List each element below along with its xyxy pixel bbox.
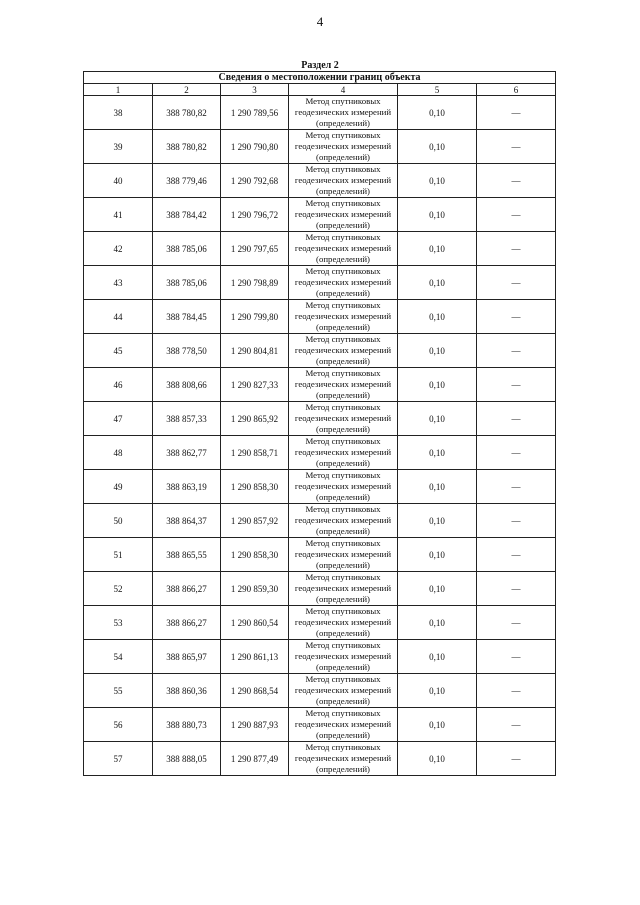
method-cell: Метод спутниковых геодезических измерений (определений) — [289, 232, 398, 266]
point-number-cell: 47 — [84, 402, 153, 436]
y-coordinate-cell: 1 290 858,30 — [221, 470, 289, 504]
method-cell: Метод спутниковых геодезических измерений (определений) — [289, 742, 398, 776]
x-coordinate-cell: 388 784,42 — [153, 198, 221, 232]
point-number-cell: 49 — [84, 470, 153, 504]
method-cell: Метод спутниковых геодезических измерений (определений) — [289, 572, 398, 606]
y-coordinate-cell: 1 290 859,30 — [221, 572, 289, 606]
x-coordinate-cell: 388 866,27 — [153, 572, 221, 606]
accuracy-cell: 0,10 — [398, 436, 477, 470]
accuracy-cell: 0,10 — [398, 96, 477, 130]
method-cell: Метод спутниковых геодезических измерений (определений) — [289, 640, 398, 674]
table-row — [84, 300, 556, 334]
point-number-cell: 38 — [84, 96, 153, 130]
table-row — [84, 130, 556, 164]
note-cell: — — [477, 232, 556, 266]
column-header: 1 — [84, 84, 153, 96]
x-coordinate-cell: 388 785,06 — [153, 232, 221, 266]
y-coordinate-cell: 1 290 792,68 — [221, 164, 289, 198]
method-cell: Метод спутниковых геодезических измерений (определений) — [289, 402, 398, 436]
y-coordinate-cell: 1 290 804,81 — [221, 334, 289, 368]
table-row — [84, 334, 556, 368]
point-number-cell: 52 — [84, 572, 153, 606]
note-cell: — — [477, 674, 556, 708]
accuracy-cell: 0,10 — [398, 674, 477, 708]
method-cell: Метод спутниковых геодезических измерений (определений) — [289, 198, 398, 232]
table-row — [84, 538, 556, 572]
note-cell: — — [477, 640, 556, 674]
accuracy-cell: 0,10 — [398, 708, 477, 742]
point-number-cell: 43 — [84, 266, 153, 300]
x-coordinate-cell: 388 860,36 — [153, 674, 221, 708]
column-header: 5 — [398, 84, 477, 96]
method-cell: Метод спутниковых геодезических измерений (определений) — [289, 368, 398, 402]
x-coordinate-cell: 388 780,82 — [153, 96, 221, 130]
y-coordinate-cell: 1 290 827,33 — [221, 368, 289, 402]
accuracy-cell: 0,10 — [398, 402, 477, 436]
note-cell: — — [477, 504, 556, 538]
table-row — [84, 606, 556, 640]
accuracy-cell: 0,10 — [398, 368, 477, 402]
point-number-cell: 46 — [84, 368, 153, 402]
y-coordinate-cell: 1 290 797,65 — [221, 232, 289, 266]
note-cell: — — [477, 708, 556, 742]
accuracy-cell: 0,10 — [398, 266, 477, 300]
accuracy-cell: 0,10 — [398, 300, 477, 334]
note-cell: — — [477, 402, 556, 436]
note-cell: — — [477, 300, 556, 334]
method-cell: Метод спутниковых геодезических измерений (определений) — [289, 164, 398, 198]
accuracy-cell: 0,10 — [398, 232, 477, 266]
note-cell: — — [477, 334, 556, 368]
table-caption: Сведения о местоположении границ объекта — [84, 72, 556, 84]
table-row — [84, 232, 556, 266]
y-coordinate-cell: 1 290 868,54 — [221, 674, 289, 708]
point-number-cell: 39 — [84, 130, 153, 164]
x-coordinate-cell: 388 888,05 — [153, 742, 221, 776]
point-number-cell: 41 — [84, 198, 153, 232]
method-cell: Метод спутниковых геодезических измерений (определений) — [289, 436, 398, 470]
point-number-cell: 42 — [84, 232, 153, 266]
note-cell: — — [477, 470, 556, 504]
boundary-coordinates-table — [83, 71, 556, 776]
point-number-cell: 56 — [84, 708, 153, 742]
point-number-cell: 50 — [84, 504, 153, 538]
table-row — [84, 402, 556, 436]
y-coordinate-cell: 1 290 860,54 — [221, 606, 289, 640]
y-coordinate-cell: 1 290 857,92 — [221, 504, 289, 538]
y-coordinate-cell: 1 290 790,80 — [221, 130, 289, 164]
x-coordinate-cell: 388 779,46 — [153, 164, 221, 198]
page-number: 4 — [316, 14, 324, 29]
x-coordinate-cell: 388 865,97 — [153, 640, 221, 674]
note-cell: — — [477, 164, 556, 198]
accuracy-cell: 0,10 — [398, 130, 477, 164]
table-row — [84, 266, 556, 300]
note-cell: — — [477, 368, 556, 402]
accuracy-cell: 0,10 — [398, 742, 477, 776]
point-number-cell: 54 — [84, 640, 153, 674]
y-coordinate-cell: 1 290 887,93 — [221, 708, 289, 742]
point-number-cell: 48 — [84, 436, 153, 470]
method-cell: Метод спутниковых геодезических измерений (определений) — [289, 334, 398, 368]
point-number-cell: 57 — [84, 742, 153, 776]
table-row — [84, 640, 556, 674]
x-coordinate-cell: 388 866,27 — [153, 606, 221, 640]
method-cell: Метод спутниковых геодезических измерений (определений) — [289, 504, 398, 538]
method-cell: Метод спутниковых геодезических измерений (определений) — [289, 606, 398, 640]
column-header: 3 — [221, 84, 289, 96]
point-number-cell: 55 — [84, 674, 153, 708]
accuracy-cell: 0,10 — [398, 640, 477, 674]
accuracy-cell: 0,10 — [398, 334, 477, 368]
table-row — [84, 572, 556, 606]
point-number-cell: 45 — [84, 334, 153, 368]
method-cell: Метод спутниковых геодезических измерений (определений) — [289, 470, 398, 504]
y-coordinate-cell: 1 290 861,13 — [221, 640, 289, 674]
accuracy-cell: 0,10 — [398, 538, 477, 572]
y-coordinate-cell: 1 290 865,92 — [221, 402, 289, 436]
method-cell: Метод спутниковых геодезических измерений (определений) — [289, 538, 398, 572]
note-cell: — — [477, 606, 556, 640]
section-title: Раздел 2 — [301, 60, 339, 71]
accuracy-cell: 0,10 — [398, 164, 477, 198]
note-cell: — — [477, 572, 556, 606]
accuracy-cell: 0,10 — [398, 470, 477, 504]
y-coordinate-cell: 1 290 798,89 — [221, 266, 289, 300]
note-cell: — — [477, 538, 556, 572]
table-body — [84, 96, 556, 776]
column-header: 6 — [477, 84, 556, 96]
x-coordinate-cell: 388 785,06 — [153, 266, 221, 300]
table-row — [84, 674, 556, 708]
table-row — [84, 198, 556, 232]
method-cell: Метод спутниковых геодезических измерений (определений) — [289, 708, 398, 742]
column-number-row — [84, 84, 556, 96]
x-coordinate-cell: 388 863,19 — [153, 470, 221, 504]
y-coordinate-cell: 1 290 858,71 — [221, 436, 289, 470]
accuracy-cell: 0,10 — [398, 606, 477, 640]
method-cell: Метод спутниковых геодезических измерений (определений) — [289, 96, 398, 130]
y-coordinate-cell: 1 290 858,30 — [221, 538, 289, 572]
table-row — [84, 96, 556, 130]
note-cell: — — [477, 742, 556, 776]
table-row — [84, 708, 556, 742]
x-coordinate-cell: 388 862,77 — [153, 436, 221, 470]
y-coordinate-cell: 1 290 877,49 — [221, 742, 289, 776]
x-coordinate-cell: 388 784,45 — [153, 300, 221, 334]
column-header: 2 — [153, 84, 221, 96]
method-cell: Метод спутниковых геодезических измерений (определений) — [289, 130, 398, 164]
x-coordinate-cell: 388 778,50 — [153, 334, 221, 368]
column-header: 4 — [289, 84, 398, 96]
x-coordinate-cell: 388 864,37 — [153, 504, 221, 538]
accuracy-cell: 0,10 — [398, 572, 477, 606]
y-coordinate-cell: 1 290 799,80 — [221, 300, 289, 334]
point-number-cell: 44 — [84, 300, 153, 334]
table-row — [84, 164, 556, 198]
note-cell: — — [477, 198, 556, 232]
accuracy-cell: 0,10 — [398, 504, 477, 538]
method-cell: Метод спутниковых геодезических измерений (определений) — [289, 266, 398, 300]
note-cell: — — [477, 130, 556, 164]
accuracy-cell: 0,10 — [398, 198, 477, 232]
note-cell: — — [477, 96, 556, 130]
table-row — [84, 368, 556, 402]
table-row — [84, 504, 556, 538]
table-row — [84, 742, 556, 776]
note-cell: — — [477, 266, 556, 300]
note-cell: — — [477, 436, 556, 470]
x-coordinate-cell: 388 780,82 — [153, 130, 221, 164]
table-row — [84, 436, 556, 470]
method-cell: Метод спутниковых геодезических измерений (определений) — [289, 674, 398, 708]
x-coordinate-cell: 388 808,66 — [153, 368, 221, 402]
table-row — [84, 470, 556, 504]
x-coordinate-cell: 388 880,73 — [153, 708, 221, 742]
method-cell: Метод спутниковых геодезических измерений (определений) — [289, 300, 398, 334]
y-coordinate-cell: 1 290 789,56 — [221, 96, 289, 130]
x-coordinate-cell: 388 857,33 — [153, 402, 221, 436]
point-number-cell: 40 — [84, 164, 153, 198]
y-coordinate-cell: 1 290 796,72 — [221, 198, 289, 232]
point-number-cell: 53 — [84, 606, 153, 640]
x-coordinate-cell: 388 865,55 — [153, 538, 221, 572]
point-number-cell: 51 — [84, 538, 153, 572]
